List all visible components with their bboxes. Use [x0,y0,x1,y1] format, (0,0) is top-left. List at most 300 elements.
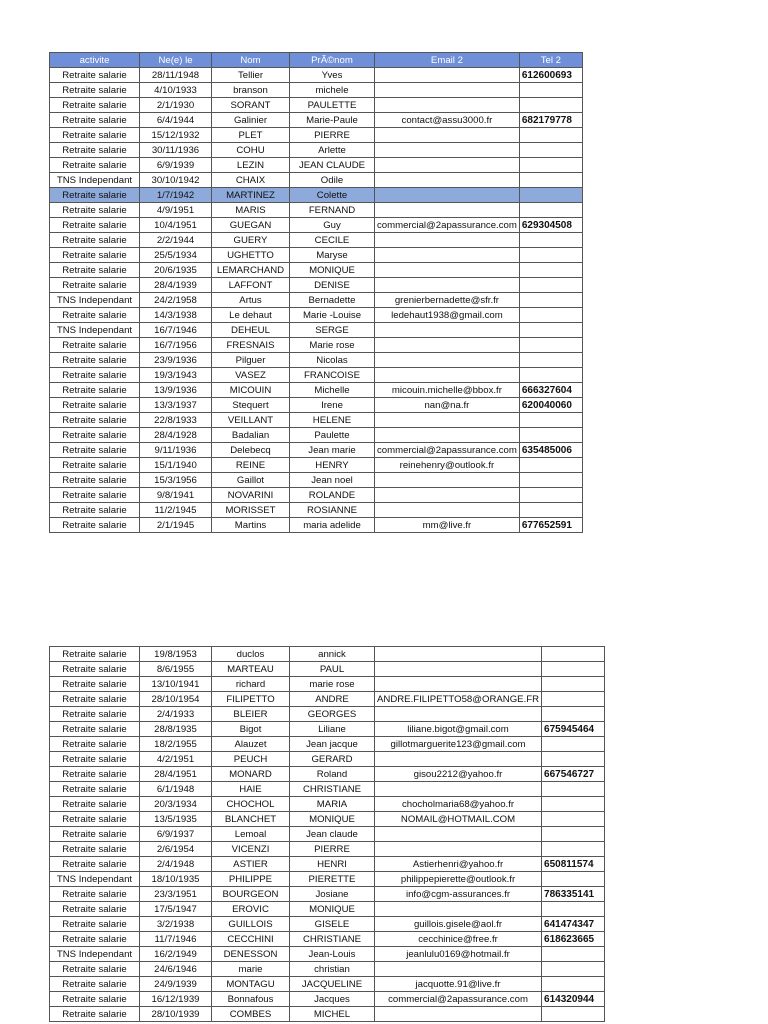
table-row[interactable] [50,308,583,323]
tel-cell[interactable] [519,158,582,173]
table-row[interactable] [50,782,605,797]
table-row[interactable] [50,977,605,992]
table-row[interactable] [50,323,583,338]
activite-cell[interactable]: Retraite salarie [50,248,140,263]
birthdate-cell[interactable]: 13/3/1937 [140,398,212,413]
prenom-cell[interactable]: Michelle [290,383,375,398]
nom-cell[interactable]: Bigot [212,722,290,737]
table-row[interactable] [50,752,605,767]
nom-cell[interactable]: Pilguer [212,353,290,368]
activite-cell[interactable]: TNS Independant [50,293,140,308]
activite-cell[interactable]: Retraite salarie [50,443,140,458]
birthdate-cell[interactable]: 13/9/1936 [140,383,212,398]
tel-cell[interactable] [519,143,582,158]
birthdate-cell[interactable]: 4/10/1933 [140,83,212,98]
email-cell[interactable] [375,263,520,278]
activite-cell[interactable]: TNS Independant [50,323,140,338]
prenom-cell[interactable]: Jean noel [290,473,375,488]
table-row[interactable] [50,707,605,722]
prenom-cell[interactable]: Jacques [290,992,375,1007]
table-row[interactable] [50,1007,605,1022]
email-cell[interactable] [375,1007,542,1022]
birthdate-cell[interactable]: 16/12/1939 [140,992,212,1007]
email-cell[interactable] [375,677,542,692]
nom-cell[interactable]: UGHETTO [212,248,290,263]
birthdate-cell[interactable]: 11/2/1945 [140,503,212,518]
table-row[interactable] [50,737,605,752]
birthdate-cell[interactable]: 2/6/1954 [140,842,212,857]
nom-cell[interactable]: REINE [212,458,290,473]
nom-cell[interactable]: NOVARINI [212,488,290,503]
email-cell[interactable]: gisou2212@yahoo.fr [375,767,542,782]
activite-cell[interactable]: Retraite salarie [50,767,140,782]
table-row[interactable] [50,443,583,458]
table-row[interactable] [50,383,583,398]
tel-cell[interactable] [519,428,582,443]
prenom-cell[interactable]: Marie -Louise [290,308,375,323]
email-cell[interactable] [375,503,520,518]
prenom-cell[interactable]: ANDRE [290,692,375,707]
nom-cell[interactable]: EROVIC [212,902,290,917]
activite-cell[interactable]: Retraite salarie [50,68,140,83]
activite-cell[interactable]: Retraite salarie [50,977,140,992]
activite-cell[interactable]: Retraite salarie [50,677,140,692]
prenom-cell[interactable]: Liliane [290,722,375,737]
birthdate-cell[interactable]: 24/2/1958 [140,293,212,308]
table-row[interactable] [50,692,605,707]
nom-cell[interactable]: MARTEAU [212,662,290,677]
activite-cell[interactable]: Retraite salarie [50,827,140,842]
nom-cell[interactable]: BLEIER [212,707,290,722]
table-row[interactable] [50,917,605,932]
prenom-cell[interactable]: ROSIANNE [290,503,375,518]
tel-cell[interactable] [519,488,582,503]
tel-cell[interactable] [519,308,582,323]
tel-cell[interactable] [542,677,605,692]
email-cell[interactable]: commercial@2apassurance.com [375,992,542,1007]
email-cell[interactable] [375,233,520,248]
email-cell[interactable] [375,473,520,488]
tel-cell[interactable]: 629304508 [519,218,582,233]
tel-cell[interactable]: 677652591 [519,518,582,533]
birthdate-cell[interactable]: 18/10/1935 [140,872,212,887]
prenom-cell[interactable]: PAULETTE [290,98,375,113]
activite-cell[interactable]: Retraite salarie [50,188,140,203]
table-row[interactable] [50,398,583,413]
activite-cell[interactable]: Retraite salarie [50,782,140,797]
nom-cell[interactable]: FILIPETTO [212,692,290,707]
birthdate-cell[interactable]: 28/4/1939 [140,278,212,293]
birthdate-cell[interactable]: 1/7/1942 [140,188,212,203]
email-cell[interactable]: ledehaut1938@gmail.com [375,308,520,323]
email-cell[interactable] [375,338,520,353]
tel-cell[interactable]: 641474347 [542,917,605,932]
table-row[interactable] [50,338,583,353]
prenom-cell[interactable]: JACQUELINE [290,977,375,992]
birthdate-cell[interactable]: 6/9/1939 [140,158,212,173]
table-row[interactable] [50,293,583,308]
table-row[interactable] [50,263,583,278]
tel-cell[interactable] [542,797,605,812]
email-cell[interactable] [375,413,520,428]
activite-cell[interactable]: Retraite salarie [50,488,140,503]
prenom-cell[interactable]: Paulette [290,428,375,443]
email-cell[interactable]: guillois.gisele@aol.fr [375,917,542,932]
table-row[interactable] [50,458,583,473]
birthdate-cell[interactable]: 2/1/1930 [140,98,212,113]
nom-cell[interactable]: ASTIER [212,857,290,872]
email-cell[interactable] [375,752,542,767]
activite-cell[interactable]: Retraite salarie [50,203,140,218]
table-row[interactable] [50,218,583,233]
email-cell[interactable] [375,827,542,842]
tel-cell[interactable] [519,188,582,203]
activite-cell[interactable]: Retraite salarie [50,158,140,173]
column-header-birthdate[interactable]: Ne(e) le [140,53,212,68]
activite-cell[interactable]: Retraite salarie [50,278,140,293]
activite-cell[interactable]: Retraite salarie [50,962,140,977]
tel-cell[interactable] [519,83,582,98]
tel-cell[interactable] [542,827,605,842]
email-cell[interactable] [375,278,520,293]
table-row[interactable] [50,797,605,812]
table-row[interactable] [50,647,605,662]
tel-cell[interactable] [519,203,582,218]
email-cell[interactable]: nan@na.fr [375,398,520,413]
column-header-email[interactable]: Email 2 [375,53,520,68]
activite-cell[interactable]: TNS Independant [50,173,140,188]
tel-cell[interactable] [542,872,605,887]
tel-cell[interactable] [542,752,605,767]
nom-cell[interactable]: FRESNAIS [212,338,290,353]
prenom-cell[interactable]: Marie rose [290,338,375,353]
table-row[interactable] [50,767,605,782]
tel-cell[interactable] [519,353,582,368]
prenom-cell[interactable]: Bernadette [290,293,375,308]
table-row[interactable] [50,662,605,677]
prenom-cell[interactable]: HENRI [290,857,375,872]
nom-cell[interactable]: branson [212,83,290,98]
email-cell[interactable]: commercial@2apassurance.com [375,443,520,458]
table-row[interactable] [50,857,605,872]
tel-cell[interactable] [519,278,582,293]
table-row[interactable] [50,962,605,977]
tel-cell[interactable]: 618623665 [542,932,605,947]
email-cell[interactable] [375,353,520,368]
birthdate-cell[interactable]: 28/4/1951 [140,767,212,782]
tel-cell[interactable]: 786335141 [542,887,605,902]
tel-cell[interactable] [519,503,582,518]
activite-cell[interactable]: Retraite salarie [50,857,140,872]
birthdate-cell[interactable]: 9/8/1941 [140,488,212,503]
activite-cell[interactable]: Retraite salarie [50,98,140,113]
tel-cell[interactable] [519,368,582,383]
tel-cell[interactable] [519,248,582,263]
prenom-cell[interactable]: Jean-Louis [290,947,375,962]
table-row[interactable] [50,173,583,188]
birthdate-cell[interactable]: 23/9/1936 [140,353,212,368]
tel-cell[interactable] [519,233,582,248]
prenom-cell[interactable]: PIERRE [290,128,375,143]
tel-cell[interactable] [519,338,582,353]
activite-cell[interactable]: Retraite salarie [50,842,140,857]
table-row[interactable] [50,353,583,368]
activite-cell[interactable]: Retraite salarie [50,458,140,473]
table-row[interactable] [50,827,605,842]
activite-cell[interactable]: Retraite salarie [50,812,140,827]
table-row[interactable] [50,188,583,203]
nom-cell[interactable]: DEHEUL [212,323,290,338]
tel-cell[interactable]: 666327604 [519,383,582,398]
tel-cell[interactable] [519,413,582,428]
nom-cell[interactable]: MORISSET [212,503,290,518]
column-header-nom[interactable]: Nom [212,53,290,68]
tel-cell[interactable] [519,128,582,143]
prenom-cell[interactable]: Irene [290,398,375,413]
tel-cell[interactable] [519,263,582,278]
tel-cell[interactable] [542,662,605,677]
birthdate-cell[interactable]: 6/9/1937 [140,827,212,842]
tel-cell[interactable]: 675945464 [542,722,605,737]
tel-cell[interactable] [542,737,605,752]
birthdate-cell[interactable]: 19/8/1953 [140,647,212,662]
prenom-cell[interactable]: MICHEL [290,1007,375,1022]
nom-cell[interactable]: Lemoal [212,827,290,842]
email-cell[interactable] [375,203,520,218]
prenom-cell[interactable]: Maryse [290,248,375,263]
activite-cell[interactable]: Retraite salarie [50,518,140,533]
birthdate-cell[interactable]: 24/6/1946 [140,962,212,977]
birthdate-cell[interactable]: 2/4/1933 [140,707,212,722]
tel-cell[interactable] [519,293,582,308]
tel-cell[interactable] [542,977,605,992]
email-cell[interactable] [375,782,542,797]
activite-cell[interactable]: Retraite salarie [50,383,140,398]
email-cell[interactable] [375,83,520,98]
prenom-cell[interactable]: annick [290,647,375,662]
table-row[interactable] [50,902,605,917]
nom-cell[interactable]: CHOCHOL [212,797,290,812]
nom-cell[interactable]: Delebecq [212,443,290,458]
table-row[interactable] [50,488,583,503]
prenom-cell[interactable]: HENRY [290,458,375,473]
nom-cell[interactable]: marie [212,962,290,977]
activite-cell[interactable]: Retraite salarie [50,263,140,278]
tel-cell[interactable] [542,692,605,707]
nom-cell[interactable]: MONTAGU [212,977,290,992]
activite-cell[interactable]: Retraite salarie [50,737,140,752]
prenom-cell[interactable]: GEORGES [290,707,375,722]
activite-cell[interactable]: Retraite salarie [50,503,140,518]
prenom-cell[interactable]: SERGE [290,323,375,338]
nom-cell[interactable]: Stequert [212,398,290,413]
prenom-cell[interactable]: MONIQUE [290,263,375,278]
prenom-cell[interactable]: Nicolas [290,353,375,368]
birthdate-cell[interactable]: 16/2/1949 [140,947,212,962]
prenom-cell[interactable]: MARIA [290,797,375,812]
birthdate-cell[interactable]: 30/10/1942 [140,173,212,188]
nom-cell[interactable]: richard [212,677,290,692]
nom-cell[interactable]: GUILLOIS [212,917,290,932]
nom-cell[interactable]: COHU [212,143,290,158]
email-cell[interactable] [375,368,520,383]
nom-cell[interactable]: SORANT [212,98,290,113]
email-cell[interactable] [375,902,542,917]
prenom-cell[interactable]: Colette [290,188,375,203]
email-cell[interactable]: chocholmaria68@yahoo.fr [375,797,542,812]
table-row[interactable] [50,413,583,428]
tel-cell[interactable] [542,842,605,857]
tel-cell[interactable] [542,947,605,962]
tel-cell[interactable]: 614320944 [542,992,605,1007]
activite-cell[interactable]: Retraite salarie [50,902,140,917]
email-cell[interactable]: grenierbernadette@sfr.fr [375,293,520,308]
table-row[interactable] [50,113,583,128]
table-row[interactable] [50,872,605,887]
activite-cell[interactable]: Retraite salarie [50,887,140,902]
table-row[interactable] [50,68,583,83]
nom-cell[interactable]: CHAIX [212,173,290,188]
birthdate-cell[interactable]: 14/3/1938 [140,308,212,323]
column-header-activite[interactable]: activite [50,53,140,68]
nom-cell[interactable]: MARTINEZ [212,188,290,203]
birthdate-cell[interactable]: 20/3/1934 [140,797,212,812]
prenom-cell[interactable]: GISELE [290,917,375,932]
birthdate-cell[interactable]: 4/9/1951 [140,203,212,218]
nom-cell[interactable]: MICOUIN [212,383,290,398]
activite-cell[interactable]: Retraite salarie [50,647,140,662]
birthdate-cell[interactable]: 24/9/1939 [140,977,212,992]
nom-cell[interactable]: Bonnafous [212,992,290,1007]
column-header-tel[interactable]: Tel 2 [519,53,582,68]
activite-cell[interactable]: TNS Independant [50,947,140,962]
nom-cell[interactable]: Le dehaut [212,308,290,323]
birthdate-cell[interactable]: 13/5/1935 [140,812,212,827]
tel-cell[interactable] [542,647,605,662]
birthdate-cell[interactable]: 20/6/1935 [140,263,212,278]
prenom-cell[interactable]: MONIQUE [290,812,375,827]
table-row[interactable] [50,812,605,827]
birthdate-cell[interactable]: 28/10/1954 [140,692,212,707]
email-cell[interactable]: info@cgm-assurances.fr [375,887,542,902]
nom-cell[interactable]: GUEGAN [212,218,290,233]
activite-cell[interactable]: Retraite salarie [50,143,140,158]
email-cell[interactable]: reinehenry@outlook.fr [375,458,520,473]
tel-cell[interactable] [519,473,582,488]
email-cell[interactable] [375,962,542,977]
prenom-cell[interactable]: HELENE [290,413,375,428]
prenom-cell[interactable]: maria adelide [290,518,375,533]
nom-cell[interactable]: Badalian [212,428,290,443]
activite-cell[interactable]: Retraite salarie [50,917,140,932]
prenom-cell[interactable]: GERARD [290,752,375,767]
activite-cell[interactable]: Retraite salarie [50,398,140,413]
tel-cell[interactable]: 667546727 [542,767,605,782]
activite-cell[interactable]: Retraite salarie [50,707,140,722]
birthdate-cell[interactable]: 6/1/1948 [140,782,212,797]
prenom-cell[interactable]: Arlette [290,143,375,158]
email-cell[interactable] [375,647,542,662]
email-cell[interactable] [375,98,520,113]
activite-cell[interactable]: Retraite salarie [50,83,140,98]
tel-cell[interactable] [542,782,605,797]
email-cell[interactable] [375,143,520,158]
tel-cell[interactable] [542,707,605,722]
birthdate-cell[interactable]: 28/8/1935 [140,722,212,737]
nom-cell[interactable]: VICENZI [212,842,290,857]
activite-cell[interactable]: Retraite salarie [50,128,140,143]
birthdate-cell[interactable]: 8/6/1955 [140,662,212,677]
birthdate-cell[interactable]: 23/3/1951 [140,887,212,902]
tel-cell[interactable] [519,173,582,188]
prenom-cell[interactable]: CECILE [290,233,375,248]
email-cell[interactable]: liliane.bigot@gmail.com [375,722,542,737]
nom-cell[interactable]: MARIS [212,203,290,218]
nom-cell[interactable]: LEZIN [212,158,290,173]
nom-cell[interactable]: BLANCHET [212,812,290,827]
prenom-cell[interactable]: MONIQUE [290,902,375,917]
activite-cell[interactable]: Retraite salarie [50,113,140,128]
birthdate-cell[interactable]: 11/7/1946 [140,932,212,947]
birthdate-cell[interactable]: 22/8/1933 [140,413,212,428]
tel-cell[interactable]: 612600693 [519,68,582,83]
activite-cell[interactable]: Retraite salarie [50,752,140,767]
birthdate-cell[interactable]: 19/3/1943 [140,368,212,383]
table-row[interactable] [50,128,583,143]
prenom-cell[interactable]: CHRISTIANE [290,932,375,947]
prenom-cell[interactable]: Guy [290,218,375,233]
tel-cell[interactable] [542,962,605,977]
table-row[interactable] [50,248,583,263]
activite-cell[interactable]: Retraite salarie [50,932,140,947]
column-header-prenom[interactable]: PrÃ©nom [290,53,375,68]
birthdate-cell[interactable]: 13/10/1941 [140,677,212,692]
prenom-cell[interactable]: Roland [290,767,375,782]
birthdate-cell[interactable]: 30/11/1936 [140,143,212,158]
activite-cell[interactable]: Retraite salarie [50,353,140,368]
nom-cell[interactable]: CECCHINI [212,932,290,947]
activite-cell[interactable]: Retraite salarie [50,722,140,737]
prenom-cell[interactable]: JEAN CLAUDE [290,158,375,173]
birthdate-cell[interactable]: 4/2/1951 [140,752,212,767]
email-cell[interactable]: NOMAIL@HOTMAIL.COM [375,812,542,827]
email-cell[interactable] [375,158,520,173]
nom-cell[interactable]: Galinier [212,113,290,128]
prenom-cell[interactable]: Odile [290,173,375,188]
email-cell[interactable] [375,488,520,503]
email-cell[interactable] [375,68,520,83]
nom-cell[interactable]: LEMARCHAND [212,263,290,278]
email-cell[interactable]: contact@assu3000.fr [375,113,520,128]
activite-cell[interactable]: Retraite salarie [50,368,140,383]
nom-cell[interactable]: HAIE [212,782,290,797]
prenom-cell[interactable]: FERNAND [290,203,375,218]
nom-cell[interactable]: COMBES [212,1007,290,1022]
tel-cell[interactable]: 620040060 [519,398,582,413]
birthdate-cell[interactable]: 16/7/1946 [140,323,212,338]
nom-cell[interactable]: PLET [212,128,290,143]
email-cell[interactable]: micouin.michelle@bbox.fr [375,383,520,398]
birthdate-cell[interactable]: 6/4/1944 [140,113,212,128]
table-row[interactable] [50,203,583,218]
birthdate-cell[interactable]: 2/4/1948 [140,857,212,872]
email-cell[interactable] [375,248,520,263]
tel-cell[interactable] [542,1007,605,1022]
activite-cell[interactable]: Retraite salarie [50,338,140,353]
nom-cell[interactable]: MONARD [212,767,290,782]
email-cell[interactable]: cecchinice@free.fr [375,932,542,947]
email-cell[interactable]: philippepierette@outlook.fr [375,872,542,887]
